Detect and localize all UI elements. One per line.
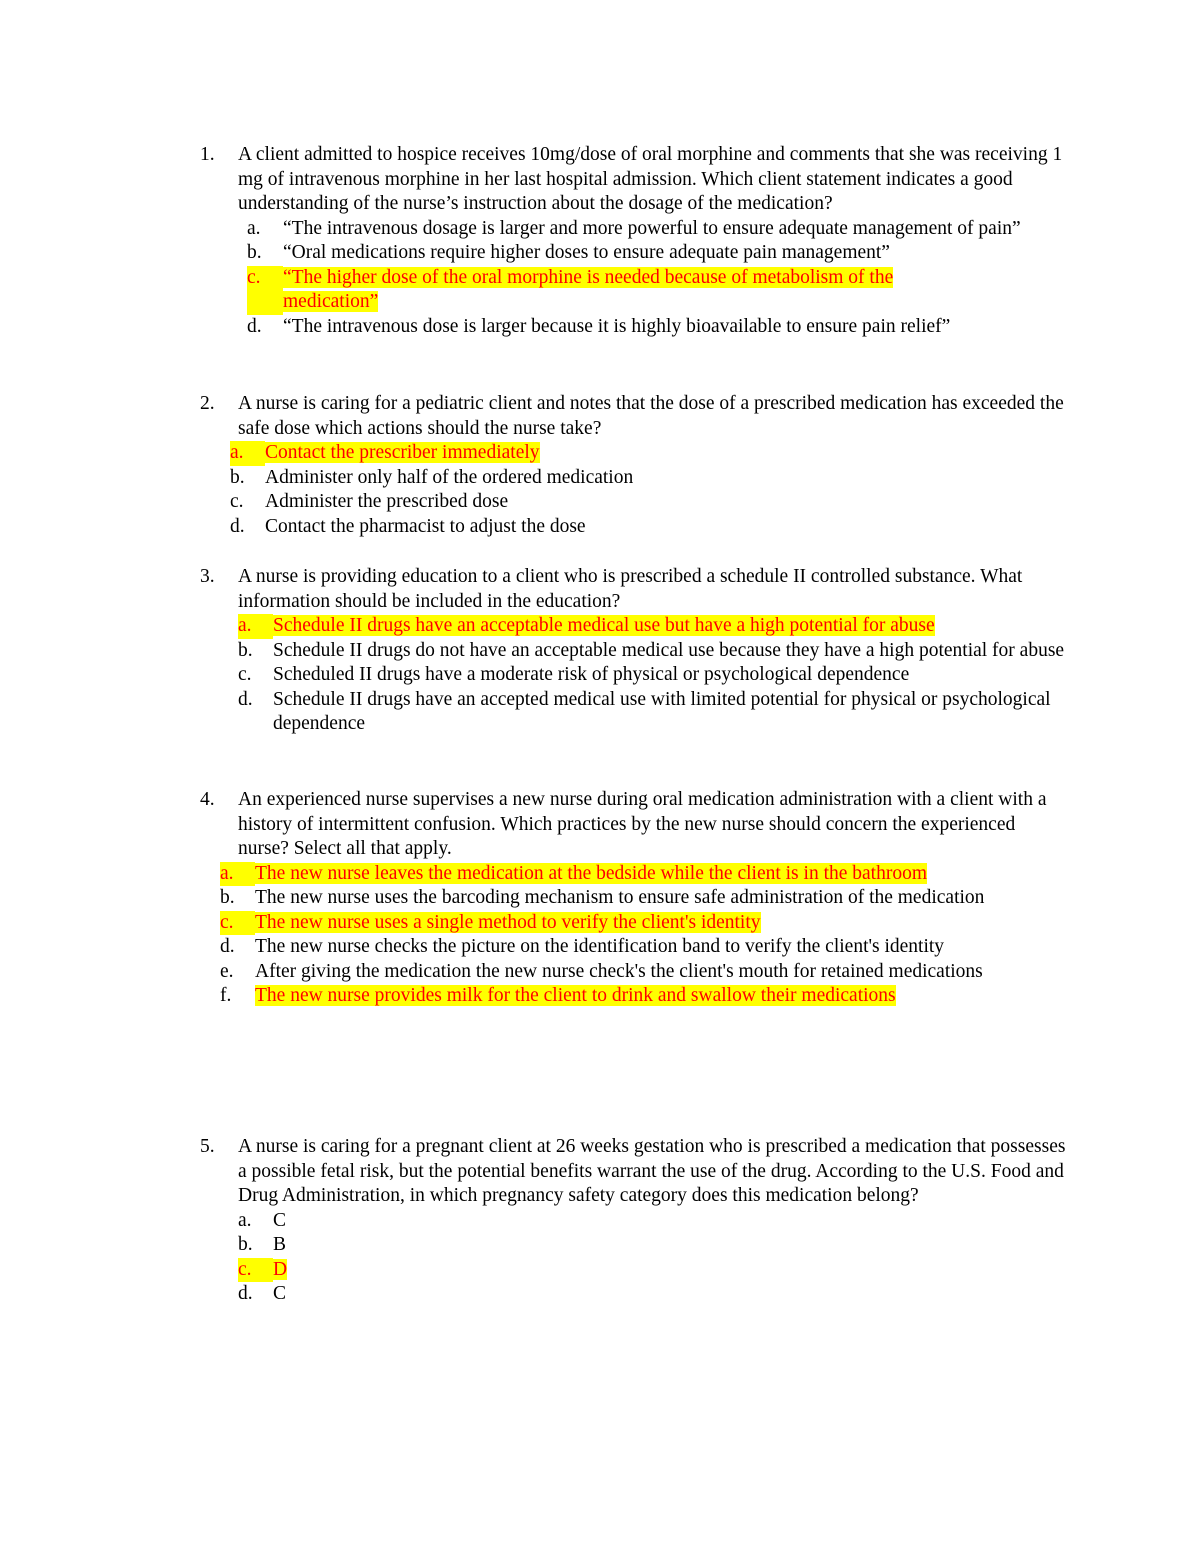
question-1 (200, 143, 1070, 339)
option-b: b. “Oral medications require higher doses to ensure adequate pain management” (247, 242, 890, 263)
option-d: d. The new nurse checks the picture on the identification band to verify the client's identity (220, 936, 945, 957)
option-a-correct: a. The new nurse leaves the medication at the bedside while the client is in the bathroom (220, 862, 1070, 887)
option-b: b. The new nurse uses the barcoding mechanism to ensure safe administration of the medication (220, 887, 985, 908)
option-e: e. After giving the medication the new nurse check's the client's mouth for retained medications (220, 960, 983, 982)
option-f-correct: f. The new nurse provides milk for the client to drink and swallow their medications (220, 985, 896, 1006)
options-list (238, 1209, 1070, 1307)
question-number: 4. (200, 789, 215, 810)
option-d: d. C (238, 1283, 287, 1304)
question-4 (200, 788, 1070, 1009)
question-5 (200, 1135, 1070, 1307)
question-stem: A nurse is providing education to a client who is prescribed a schedule II controlled substance. What information should be included in the education? (238, 566, 1023, 612)
question-stem: An experienced nurse supervises a new nurse during oral medication administration with a client with a history of intermittent confusion. Which practices by the new nurse should concern the experienced nurse? Select all that apply. (238, 789, 1047, 859)
option-b: b. B (238, 1234, 287, 1255)
option-a: a. “The intravenous dosage is larger and more powerful to ensure adequate management of pain” (247, 217, 1021, 239)
question-3 (200, 565, 1070, 737)
option-c: c. Scheduled II drugs have a moderate risk of physical or psychological dependence (238, 664, 910, 685)
option-c-correct: c. The new nurse uses a single method to verify the client's identity (220, 911, 1070, 936)
question-number: 5. (200, 1136, 215, 1157)
option-c-correct: c. D (238, 1258, 1070, 1283)
option-a-correct: a. Contact the prescriber immediately (230, 441, 1070, 466)
question-stem: A nurse is caring for a pediatric client and notes that the dose of a prescribed medication has exceeded the safe dose which actions should the nurse take? (238, 393, 1064, 439)
question-2 (200, 392, 1070, 539)
option-d: d. “The intravenous dose is larger because it is highly bioavailable to ensure pain relief” (247, 315, 951, 337)
question-stem: A client admitted to hospice receives 10mg/dose of oral morphine and comments that she was receiving 1 mg of intravenous morphine in her last hospital admission. Which client statement indicates a good understanding of the nurse’s instruction about the dosage of the medication? (238, 144, 1063, 214)
question-number: 1. (200, 144, 215, 165)
options-list (220, 862, 1070, 1009)
question-stem: A nurse is caring for a pregnant client at 26 weeks gestation who is prescribed a medication that possesses a possible fetal risk, but the potential benefits warrant the use of the drug. According to the U.S. Food and Drug Administration, in which pregnancy safety category does this medication belong? (238, 1136, 1066, 1206)
option-d: d. Contact the pharmacist to adjust the dose (230, 515, 586, 537)
options-list (230, 441, 1070, 539)
question-number: 2. (200, 393, 215, 414)
option-b: b. Schedule II drugs do not have an acceptable medical use because they have a high potential for abuse (238, 639, 1065, 661)
option-c: c. Administer the prescribed dose (230, 491, 509, 512)
question-number: 3. (200, 566, 215, 587)
option-d: d. Schedule II drugs have an accepted medical use with limited potential for physical or psychological dependence (238, 688, 1051, 734)
option-b: b. Administer only half of the ordered medication (230, 466, 634, 488)
options-list (238, 614, 1070, 737)
options-list (247, 217, 1070, 340)
option-a: a. C (238, 1209, 287, 1231)
option-a-correct: a. Schedule II drugs have an acceptable medical use but have a high potential for abuse (238, 614, 1070, 639)
option-c-correct: c. “The higher dose of the oral morphine is needed because of metabolism of the medication” (247, 266, 1070, 315)
